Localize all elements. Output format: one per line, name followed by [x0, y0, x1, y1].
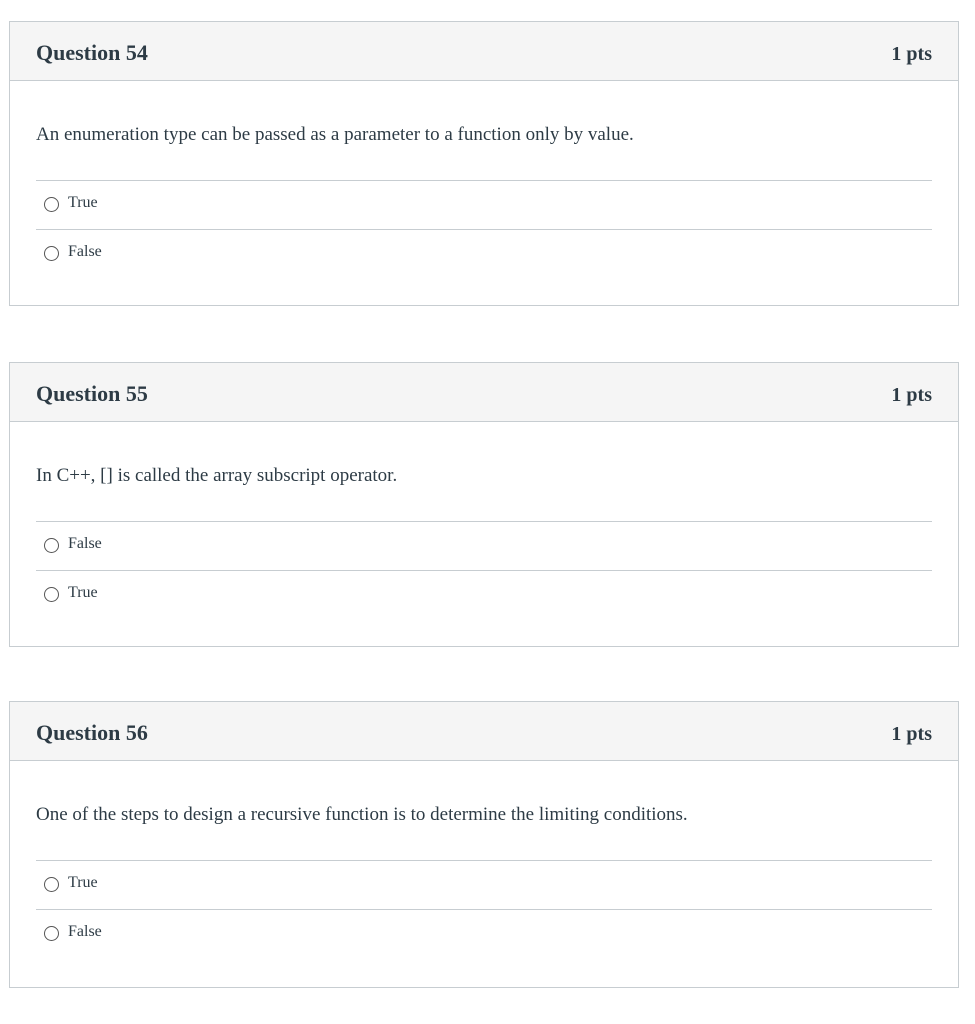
answer-option-true[interactable]: [36, 861, 932, 909]
answer-list: [36, 521, 932, 618]
answer-option-true[interactable]: [36, 570, 932, 618]
answer-option-false[interactable]: [36, 229, 932, 277]
question-points: 1 pts: [891, 384, 932, 406]
radio-button[interactable]: [44, 877, 59, 892]
answer-label[interactable]: True: [68, 584, 98, 601]
question-text: In C++, [] is called the array subscript operator.: [36, 465, 398, 486]
answer-list: [36, 180, 932, 277]
question-body: [10, 422, 958, 618]
radio-button[interactable]: [44, 926, 59, 941]
radio-button[interactable]: [44, 197, 59, 212]
question-header: [10, 702, 958, 761]
answer-option-false[interactable]: [36, 522, 932, 570]
question-points: 1 pts: [891, 723, 932, 745]
answer-label[interactable]: False: [68, 535, 102, 552]
answer-option-false[interactable]: [36, 909, 932, 957]
question-header: [10, 22, 958, 81]
question-text: An enumeration type can be passed as a parameter to a function only by value.: [36, 124, 634, 145]
question-header: [10, 363, 958, 422]
question-title: Question 54: [36, 40, 148, 65]
question-55: [9, 362, 959, 647]
question-body: [10, 761, 958, 957]
question-54: [9, 21, 959, 306]
question-title: Question 55: [36, 381, 148, 406]
answer-label[interactable]: True: [68, 874, 98, 891]
question-points: 1 pts: [891, 43, 932, 65]
question-text: One of the steps to design a recursive function is to determine the limiting conditions.: [36, 804, 688, 825]
answer-option-true[interactable]: [36, 181, 932, 229]
answer-label[interactable]: False: [68, 243, 102, 260]
question-body: [10, 81, 958, 277]
question-title: Question 56: [36, 720, 148, 745]
radio-button[interactable]: [44, 246, 59, 261]
answer-label[interactable]: False: [68, 923, 102, 940]
radio-button[interactable]: [44, 587, 59, 602]
answer-list: [36, 860, 932, 957]
question-56: [9, 701, 959, 988]
radio-button[interactable]: [44, 538, 59, 553]
answer-label[interactable]: True: [68, 194, 98, 211]
